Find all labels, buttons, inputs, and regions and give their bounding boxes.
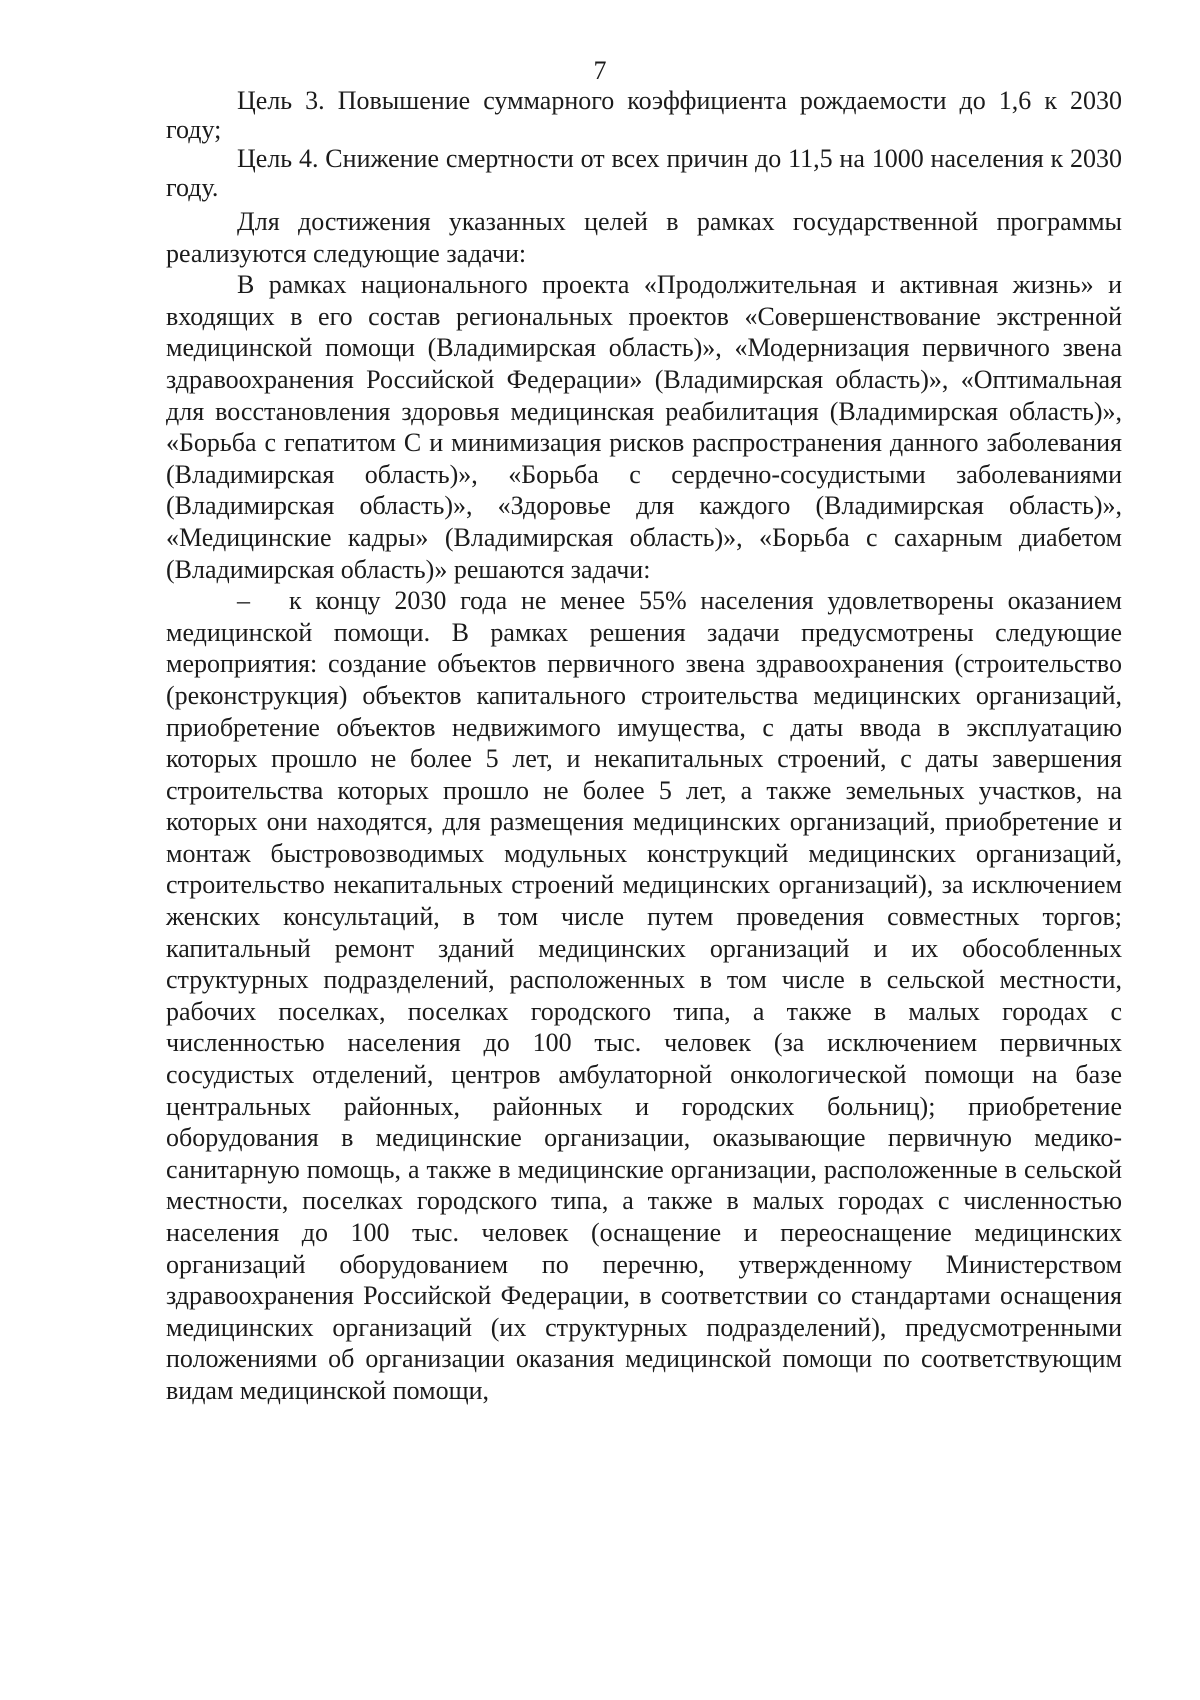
bullet-dash: –	[237, 586, 250, 616]
document-body	[166, 86, 1122, 1407]
regional-projects-paragraph: В рамках национального проекта «Продолжительная и активная жизнь» и входящих в его состав региональных проектов «Совершенствование экстренной медицинской помощи (Владимирская область)», «Модернизация первичного звена здравоохранения Российской Федерации» (Владимирская область)», «Оптимальная для восстановления здоровья медицинская реабилитация (Владимирская область)», «Борьба с гепатитом С и минимизация рисков распространения данного заболевания (Владимирская область)», «Борьба с сердечно-сосудистыми заболеваниями (Владимирская область)», «Здоровье для каждого (Владимирская область)», «Медицинские кадры» (Владимирская область)», «Борьба с сахарным диабетом (Владимирская область)» решаются задачи:	[166, 270, 1122, 584]
task-bullet-text: к концу 2030 года не менее 55% населения удовлетворены оказанием медицинской помощи. В рамках решения задачи предусмотрены следующие мероприятия: создание объектов первичного звена здравоохранения (строительство (реконструкция) объектов капитального строительства медицинских организаций, приобретение объектов недвижимого имущества, с даты ввода в эксплуатацию которых прошло не более 5 лет, и некапитальных строений, с даты завершения строительства которых прошло не более 5 лет, а также земельных участков, на которых они находятся, для размещения медицинских организаций, приобретение и монтаж быстровозводимых модульных конструкций медицинских организаций, строительство некапитальных строений медицинских организаций), за исключением женских консультаций, в том числе путем проведения совместных торгов; капитальный ремонт зданий медицинских организаций и их обособленных структурных подразделений, расположенных в том числе в сельской местности, рабочих поселках, поселках городского типа, а также в малых городах с численностью населения до 100 тыс. человек (за исключением первичных сосудистых отделений, центров амбулаторной онкологической помощи на базе центральных районных, районных и городских больниц); приобретение оборудования в медицинские организации, оказывающие первичную медико-санитарную помощь, а также в медицинские организации, расположенные в сельской местности, поселках городского типа, а также в малых городах с численностью населения до 100 тыс. человек (оснащение и переоснащение медицинских организаций оборудованием по перечню, утвержденному Министерством здравоохранения Российской Федерации, в соответствии со стандартами оснащения медицинских организаций (их структурных подразделений), предусмотренными положениями об организации оказания медицинской помощи по соответствующим видам медицинской помощи,	[166, 586, 1122, 1405]
tasks-intro-paragraph: Для достижения указанных целей в рамках государственной программы реализуются следующие задачи:	[166, 207, 1122, 268]
task-bullet-paragraph	[166, 585, 1122, 1406]
goal-3-paragraph: Цель 3. Повышение суммарного коэффициента рождаемости до 1,6 к 2030 году;	[166, 86, 1122, 144]
goal-4-paragraph: Цель 4. Снижение смертности от всех причин до 11,5 на 1000 населения к 2030 году.	[166, 144, 1122, 202]
page-number: 7	[593, 56, 607, 85]
